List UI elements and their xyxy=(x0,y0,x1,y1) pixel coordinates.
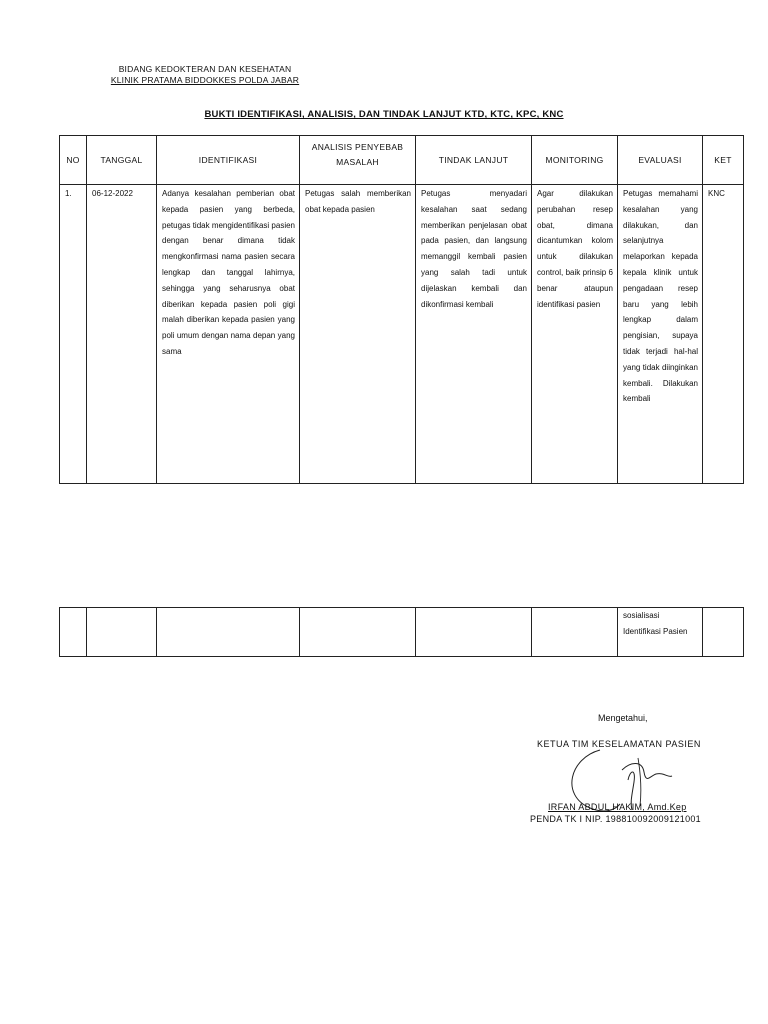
incident-table xyxy=(59,135,744,484)
acknowledgement-label: Mengetahui, xyxy=(598,713,648,723)
cell-identifikasi-text: Adanya kesalahan pemberian obat kepada pasien yang berbeda, petugas tidak mengidentifikasi pasien dengan benar dimana tidak mengkonfirmasi nama pasien secara lengkap dan tanggal lahirnya, sehingga yang seharusnya obat diberikan kepada pasien poli gigi malah diberikan kepada pasien yang poli umum dengan nama depan yang sama xyxy=(162,189,295,356)
table-row xyxy=(60,608,744,657)
cell-analisis xyxy=(300,185,416,484)
cell-identifikasi xyxy=(157,608,300,657)
col-header-identifikasi: IDENTIFIKASI xyxy=(157,136,300,185)
cell-no xyxy=(60,185,87,484)
incident-table-continuation xyxy=(59,607,744,657)
cell-ket xyxy=(703,185,744,484)
cell-tanggal-text: 06-12-2022 xyxy=(92,189,133,198)
signer-name: IRFAN ABDUL HAKIM, Amd.Kep xyxy=(548,802,687,812)
cell-ket-text: KNC xyxy=(708,189,725,198)
cell-tindak-lanjut xyxy=(416,185,532,484)
cell-no xyxy=(60,608,87,657)
col-header-analisis xyxy=(300,136,416,185)
col-header-ket: KET xyxy=(703,136,744,185)
cell-evaluasi-text: sosialisasi Identifikasi Pasien xyxy=(623,611,688,636)
cell-analisis-text: Petugas salah memberikan obat kepada pasien xyxy=(305,189,411,214)
cell-ket xyxy=(703,608,744,657)
cell-tindak-lanjut-text: Petugas menyadari kesalahan saat sedang memberikan penjelasan obat pada pasien, dan langsung memanggil kembali pasien yang salah tadi untuk dijelaskan kembali dan dikonfirmasi kembali xyxy=(421,189,527,309)
signer-title: KETUA TIM KESELAMATAN PASIEN xyxy=(537,739,701,749)
col-header-analisis-line2: MASALAH xyxy=(336,157,379,167)
cell-tindak-lanjut xyxy=(416,608,532,657)
col-header-evaluasi: EVALUASI xyxy=(618,136,703,185)
clinic-line: KLINIK PRATAMA BIDDOKKES POLDA JABAR xyxy=(110,75,300,85)
cell-no-text: 1. xyxy=(65,189,72,198)
cell-tanggal xyxy=(87,185,157,484)
cell-evaluasi xyxy=(618,608,703,657)
col-header-no: NO xyxy=(60,136,87,185)
col-header-tindak-lanjut: TINDAK LANJUT xyxy=(416,136,532,185)
col-header-monitoring: MONITORING xyxy=(532,136,618,185)
cell-evaluasi-text: Petugas memahami kesalahan yang dilakukan, dan selanjutnya melaporkan kepada kepala klinik untuk pengadaan resep baru yang lebih lengkap dalam pengisian, supaya tidak terjadi hal-hal yang tidak diinginkan kembali. Dilakukan kembali xyxy=(623,189,698,404)
table-header-row xyxy=(60,136,744,185)
col-header-analisis-line1: ANALISIS PENYEBAB xyxy=(311,142,404,152)
cell-evaluasi xyxy=(618,185,703,484)
col-header-tanggal: TANGGAL xyxy=(87,136,157,185)
cell-monitoring xyxy=(532,185,618,484)
cell-monitoring-text: Agar dilakukan perubahan resep obat, dimana dicantumkan kolom untuk dilakukan control, baik prinsip 6 benar ataupun identifikasi pasien xyxy=(537,189,613,309)
document-title: BUKTI IDENTIFIKASI, ANALISIS, DAN TINDAK LANJUT KTD, KTC, KPC, KNC xyxy=(204,109,564,120)
cell-identifikasi xyxy=(157,185,300,484)
table-row xyxy=(60,185,744,484)
signer-nip: PENDA TK I NIP. 198810092009121001 xyxy=(530,814,701,824)
institution-line: BIDANG KEDOKTERAN DAN KESEHATAN xyxy=(118,64,292,74)
cell-analisis xyxy=(300,608,416,657)
cell-tanggal xyxy=(87,608,157,657)
cell-monitoring xyxy=(532,608,618,657)
